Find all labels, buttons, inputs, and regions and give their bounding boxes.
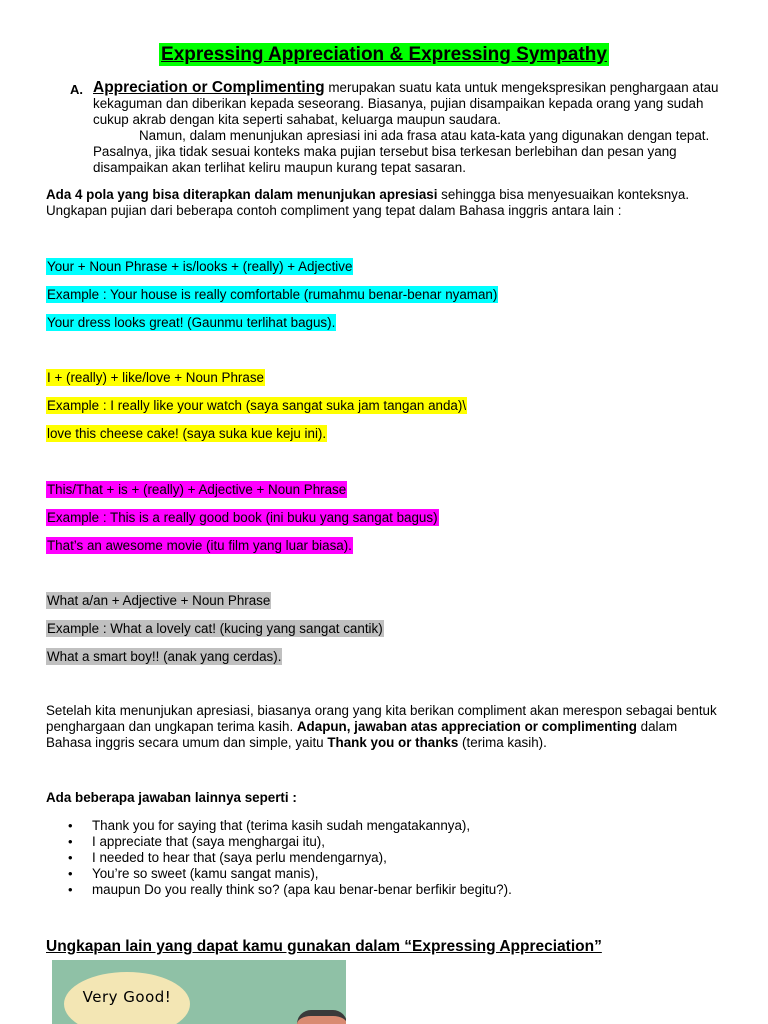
section-a-heading: Appreciation or Complimenting — [93, 79, 325, 96]
other-answers-heading: Ada beberapa jawaban lainnya seperti : — [46, 790, 297, 805]
response-part2: dalam Bahasa inggris secara umum dan simple, yaitu — [46, 719, 678, 750]
speech-bubble — [64, 972, 190, 1024]
figure-head-icon — [297, 1010, 346, 1024]
pattern-2-formula: I + (really) + like/love + Noun Phrase — [47, 370, 264, 385]
list-item — [46, 850, 726, 866]
other-answers-list — [46, 818, 726, 898]
bullet-icon: • — [68, 882, 73, 897]
response-bold1: Adapun, jawaban atas appreciation or complimenting — [296, 719, 637, 734]
section-a-body — [93, 80, 730, 176]
list-item — [46, 834, 726, 850]
pattern-3-example: Example : This is a really good book (ini buku yang sangat bagus) — [47, 510, 438, 525]
section-marker: A. — [70, 82, 83, 97]
illustration-image — [52, 960, 346, 1024]
pattern-1-example: Example : Your house is really comfortable (rumahmu benar-benar nyaman) — [47, 287, 498, 302]
list-item — [46, 866, 726, 882]
title-wrapper — [0, 43, 768, 66]
response-bold2: Thank you or thanks — [327, 735, 459, 750]
list-item-text: You’re so sweet (kamu sangat manis), — [92, 866, 319, 881]
response-paragraph — [46, 703, 726, 751]
response-part3: (terima kasih). — [458, 735, 547, 750]
intro-paragraph — [46, 187, 726, 219]
pattern-2-example: Example : I really like your watch (saya sangat suka jam tangan anda)\ — [47, 398, 467, 413]
list-item — [46, 818, 726, 834]
pattern-4-example: Example : What a lovely cat! (kucing yang sangat cantik) — [47, 621, 383, 636]
bullet-icon: • — [68, 818, 73, 833]
list-item-text: maupun Do you really think so? (apa kau benar-benar berfikir begitu?). — [92, 882, 512, 897]
pattern-4-formula: What a/an + Adjective + Noun Phrase — [47, 593, 271, 608]
section-a-line1: merupakan suatu kata untuk mengekspresikan penghargaan atau kekaguman dan diberikan kepada seseorang. Biasanya, pujian disampaikan kepada orang yang sudah cukup akrab dengan kita seperti sahabat, keluarga maupun saudara. — [93, 80, 719, 127]
bullet-icon: • — [68, 850, 73, 865]
bullet-icon: • — [68, 866, 73, 881]
pattern-1-formula: Your + Noun Phrase + is/looks + (really) + Adjective — [47, 259, 353, 274]
list-item-text: Thank you for saying that (terima kasih sudah mengatakannya), — [92, 818, 471, 833]
pattern-2-example2: love this cheese cake! (saya suka kue keju ini). — [47, 426, 327, 441]
pattern-1-example2: Your dress looks great! (Gaunmu terlihat bagus). — [47, 315, 336, 330]
list-item-text: I appreciate that (saya menghargai itu), — [92, 834, 325, 849]
section-a — [70, 80, 730, 176]
section-a-line2: Namun, dalam menunjukan apresiasi ini ada frasa atau kata-kata yang digunakan dengan tepat. Pasalnya, jika tidak sesuai konteks maka pujian tersebut bisa terkesan berlebihan dan pesan yang disampaikan akan terlihat keliru maupun kurang tepat sasaran. — [93, 128, 710, 175]
list-item-text: I needed to hear that (saya perlu mendengarnya), — [92, 850, 387, 865]
pattern-3-example2: That’s an awesome movie (itu film yang luar biasa). — [47, 538, 352, 553]
sub-heading: Ungkapan lain yang dapat kamu gunakan dalam “Expressing Appreciation” — [46, 938, 602, 955]
section-a-paragraph-1 — [93, 80, 730, 128]
speech-bubble-text: Very Good! — [82, 988, 172, 1006]
page-title: Expressing Appreciation & Expressing Sympathy — [161, 44, 607, 65]
pattern-3-formula: This/That + is + (really) + Adjective + Noun Phrase — [47, 482, 347, 497]
intro-bold: Ada 4 pola yang bisa diterapkan dalam menunjukan apresiasi — [46, 187, 438, 202]
list-item — [46, 882, 726, 898]
pattern-4-example2: What a smart boy!! (anak yang cerdas). — [47, 649, 282, 664]
response-part1: Setelah kita menunjukan apresiasi, biasanya orang yang kita berikan compliment akan merespon sebagai bentuk penghargaan dan ungkapan terima kasih. — [46, 703, 717, 734]
bullet-icon: • — [68, 834, 73, 849]
intro-rest: sehingga bisa menyesuaikan konteksnya. Ungkapan pujian dari beberapa contoh compliment yang tepat dalam Bahasa inggris antara lain : — [46, 187, 690, 218]
